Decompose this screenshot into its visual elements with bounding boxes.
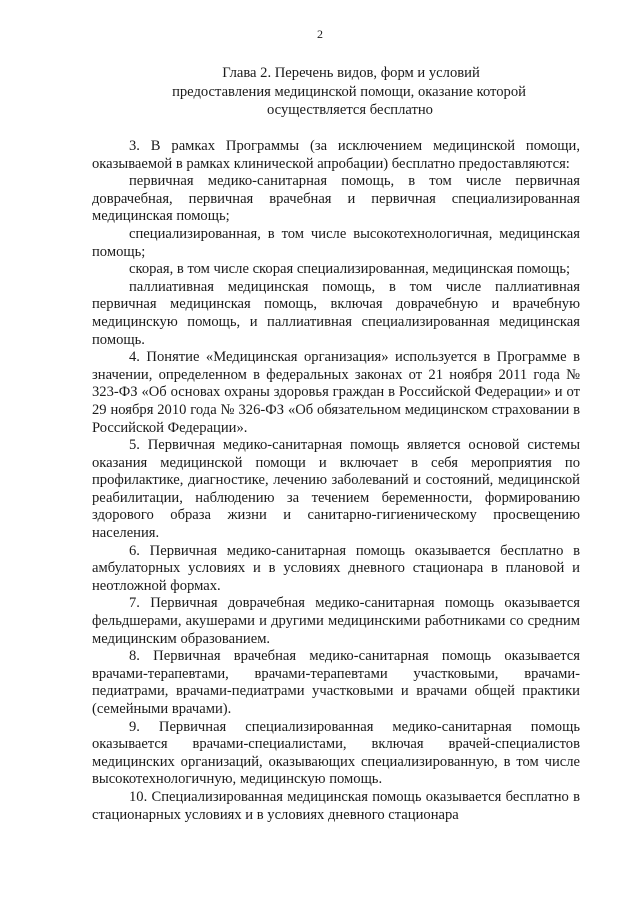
paragraph-10: 10. Специализированная медицинская помощь оказывается бесплатно в стационарных условиях и в условиях дневного стационара — [92, 788, 580, 823]
chapter-title-line: предоставления медицинской помощи, оказание которой — [172, 83, 526, 100]
chapter-title — [0, 64, 640, 120]
document-body — [92, 138, 580, 824]
paragraph-6: 6. Первичная медико-санитарная помощь оказывается бесплатно в амбулаторных условиях и в условиях дневного стационара в плановой и неотложной формах. — [92, 542, 580, 594]
paragraph-8: 8. Первичная врачебная медико-санитарная помощь оказывается врачами-терапевтами, врачами-терапевтами участковыми, врачами-педиатрами, врачами-педиатрами участковыми и врачами общей практики (семейными врачами). — [92, 648, 580, 717]
paragraph-emergency-care: скорая, в том числе скорая специализированная, медицинская помощь; — [129, 261, 571, 278]
paragraph-specialized-care: специализированная, в том числе высокотехнологичная, медицинская помощь; — [92, 225, 580, 260]
paragraph-7: 7. Первичная доврачебная медико-санитарная помощь оказывается фельдшерами, акушерами и другими медицинскими работниками со средним медицинским образованием. — [92, 595, 580, 647]
paragraph-primary-care: первичная медико-санитарная помощь, в том числе первичная доврачебная, первичная врачебная и первичная специализированная медицинская помощь; — [92, 173, 580, 225]
paragraph-4: 4. Понятие «Медицинская организация» используется в Программе в значении, определенном в федеральных законах от 21 ноября 2011 года № 323-ФЗ «Об основах охраны здоровья граждан в Российской Федерации» и от 29 ноября 2010 года № 326-ФЗ «Об обязательном медицинском страховании в Российской Федерации». — [92, 349, 580, 436]
chapter-title-line: осуществляется бесплатно — [267, 102, 433, 118]
paragraph-5: 5. Первичная медико-санитарная помощь является основой системы оказания медицинской помощи и включает в себя мероприятия по профилактике, диагностике, лечению заболеваний и состояний, медицинской реабилитации, наблюдению за течением беременности, формированию здорового образа жизни и санитарно-гигиеническому просвещению населения. — [92, 437, 580, 542]
page-number: 2 — [317, 27, 323, 41]
paragraph-palliative-care: паллиативная медицинская помощь, в том числе паллиативная первичная медицинская помощь, включая доврачебную и врачебную медицинскую помощь, и паллиативная специализированная медицинская помощь. — [92, 278, 580, 348]
paragraph-3: 3. В рамках Программы (за исключением медицинской помощи, оказываемой в рамках клинической апробации) бесплатно предоставляются: — [92, 138, 580, 172]
chapter-title-line: Глава 2. Перечень видов, форм и условий — [222, 65, 480, 81]
paragraph-9: 9. Первичная специализированная медико-санитарная помощь оказывается врачами-специалистами, включая врачей-специалистов медицинских организаций, оказывающих специализированную, в том числе высокотехнологичную, медицинскую помощь. — [92, 718, 580, 788]
